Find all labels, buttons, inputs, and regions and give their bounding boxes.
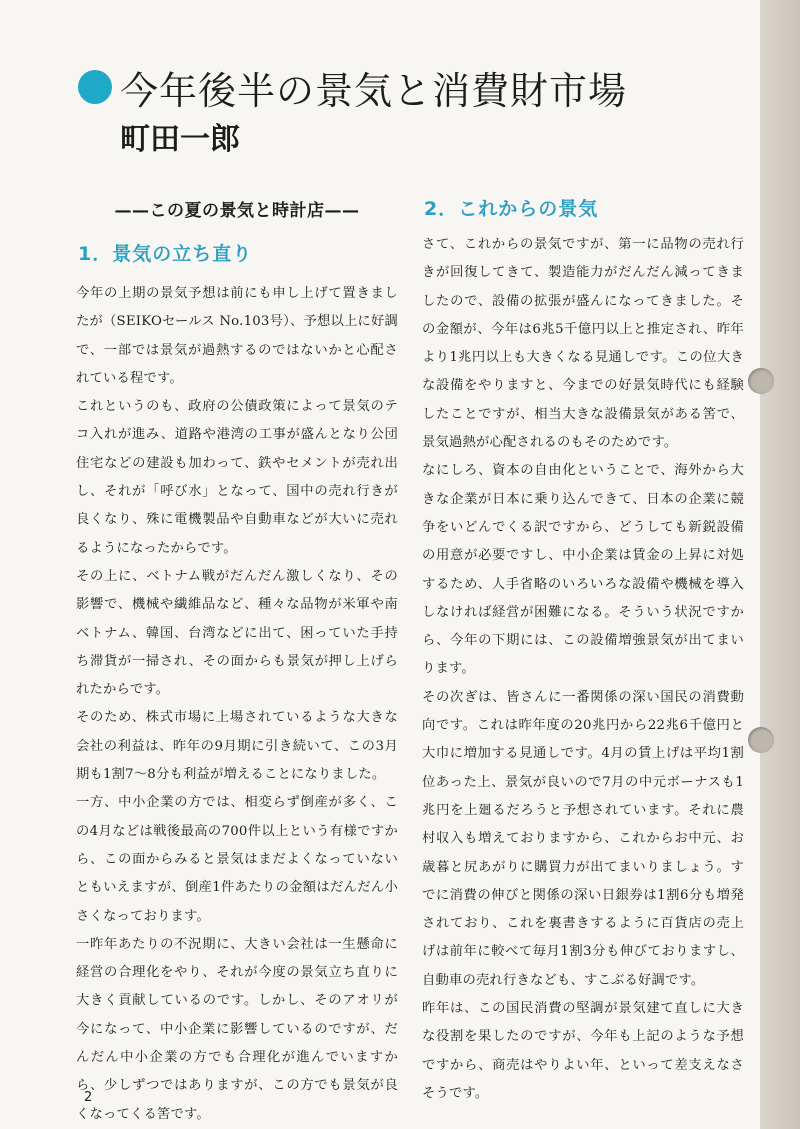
paragraph: 昨年は、この国民消費の堅調が景気建て直しに大きな役割を果したのですが、今年も上記のような予想ですから、商売はやりよい年、といって差支えなさそうです。: [422, 1001, 744, 1101]
paragraph: なにしろ、資本の自由化ということで、海外から大きな企業が日本に乗り込んできて、日本の企業に競争をいどんでくる訳ですから、どうしても新鋭設備の用意が必要ですし、中小企業は賃金の上昇に対処するため、人手省略のいろいろな設備や機械を導入しなければ経営が困難になる。そういう状況ですから、今年の下期には、この設備増強景気が出てまいります。: [422, 463, 744, 677]
right-column: [422, 194, 744, 1108]
section-heading-2: 2．これからの景気: [424, 198, 599, 220]
binder-hole: [748, 368, 774, 394]
paragraph: これというのも、政府の公債政策によって景気のテコ入れが進み、道路や港湾の工事が盛んとなり公団住宅などの建設も加わって、鉄やセメントが売れ出し、それが「呼び水」となって、国中の売れ行きが良くなり、殊に電機製品や自動車などが大いに売れるようになったからです。: [76, 399, 398, 556]
section-heading-1: 1．景気の立ち直り: [78, 243, 253, 265]
binder-hole: [748, 727, 774, 753]
paragraph: そのため、株式市場に上場されているような大きな会社の利益は、昨年の9月期に引き続いて、この3月期も1割7〜8分も利益が増えることになりました。: [76, 710, 398, 783]
title-bullet-circle: [78, 70, 112, 104]
left-column: [76, 196, 398, 1129]
article-title: 今年後半の景気と消費財市場: [120, 69, 628, 113]
paragraph: その上に、ベトナム戦がだんだん激しくなり、その影響で、機械や繊維品など、種々な品物が米軍や南ベトナム、韓国、台湾などに出て、困っていた手持ち滞貨が一掃され、その面からも景気が押し上げられたからです。: [76, 568, 398, 698]
paragraph: さて、これからの景気ですが、第一に品物の売れ行きが回復してきて、製造能力がだんだん減ってきましたので、設備の拡張が盛んになってきました。その金額が、今年は6兆5千億円以上と推定され、昨年より1兆円以上も大きくなる見通しです。この位大きな設備をやりますと、今までの好景気時代にも経験したことですが、相当大きな設備景気がある筈で、景気過熱が心配されるのもそのためです。: [422, 237, 744, 451]
next-page-edge: [760, 0, 800, 1129]
article-author: 町田一郎: [120, 122, 240, 157]
paragraph: その次ぎは、皆さんに一番関係の深い国民の消費動向です。これは昨年度の20兆円から22兆6千億円と大巾に増加する見通しです。4月の賃上げは平均1割位あった上、景気が良いので7月の中元ボーナスも1兆円を上廻るだろうと予想されています。それに農村収入も増えておりますから、これからお中元、お歳暮と尻あがりに購買力が出てまいりましょう。すでに消費の伸びと関係の深い日銀券は1割6分も増発されており、これを裏書きするように百貨店の売上げは前年に較べて毎月1割3分も伸びておりますし、自動車の売れ行きなども、すこぶる好調です。: [422, 689, 744, 988]
paragraph: 一方、中小企業の方では、相変らず倒産が多く、この4月などは戦後最高の700件以上という有様ですから、この面からみると景気はまだよくなっていないともいえますが、倒産1件あたりの金額はだんだん小さくなっております。: [76, 795, 398, 924]
subheading: ——この夏の景気と時計店——: [114, 201, 360, 221]
page-number: 2: [84, 1090, 93, 1105]
paragraph: 一昨年あたりの不況期に、大きい会社は一生懸命に経営の合理化をやり、それが今度の景気立ち直りに大きく貢献しているのです。しかし、そのアオリが今になって、中小企業に影響しているのですが、だんだん中小企業の方でも合理化が進んでいますから、少しずつではありますが、この方でも景気が良くなってくる筈です。: [76, 936, 398, 1122]
paragraph: 今年の上期の景気予想は前にも申し上げて置きましたが（SEIKOセールス No.103号）、予想以上に好調で、一部では景気が過熱するのではないかと心配されている程です。: [76, 286, 398, 386]
